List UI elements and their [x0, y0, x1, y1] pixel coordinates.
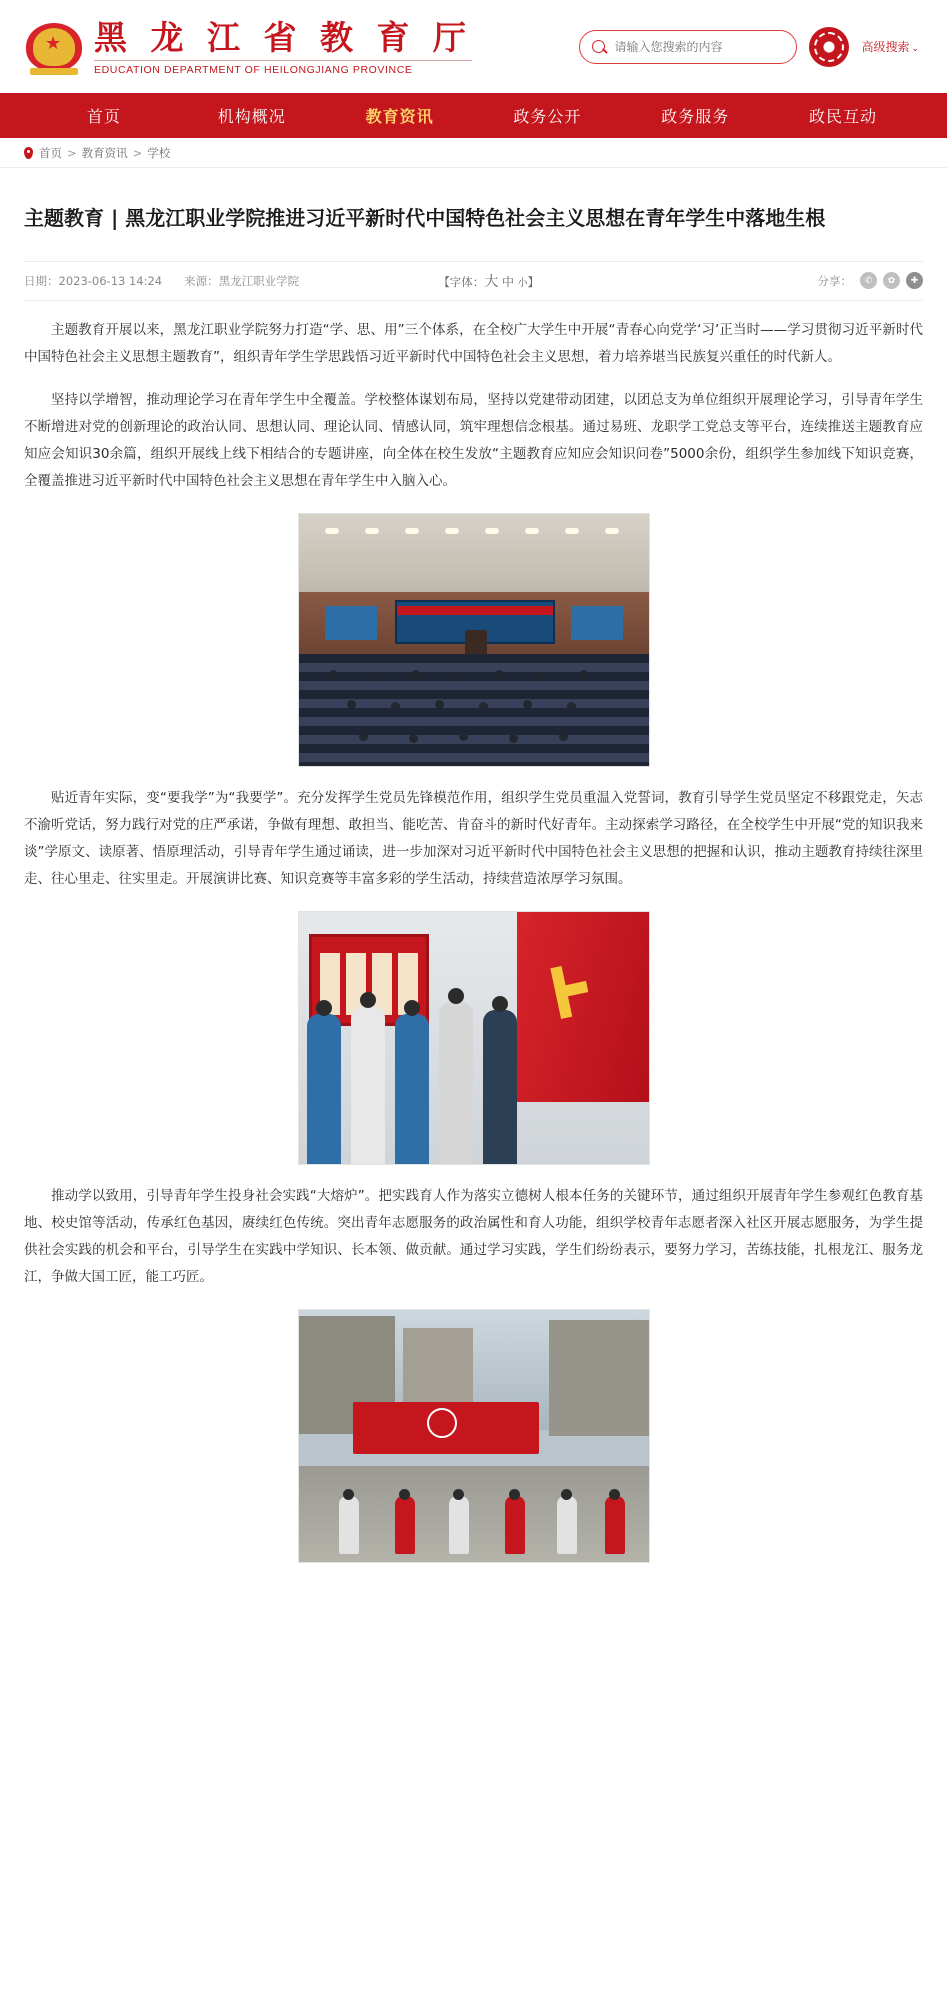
nav-item-news[interactable]: 教育资讯	[365, 107, 434, 126]
nav-item-interaction[interactable]: 政民互动	[809, 107, 878, 126]
breadcrumb-separator: >	[67, 145, 77, 160]
share-label: 分享：	[817, 273, 852, 288]
national-emblem-icon: ★	[24, 17, 84, 77]
share-more-icon[interactable]: ✚	[906, 272, 923, 289]
font-size-large-button[interactable]: 大	[484, 273, 499, 290]
location-pin-icon	[24, 147, 33, 159]
article-paragraph-2: 坚持以学增智，推动理论学习在青年学生中全覆盖。学校整体谋划布局，坚持以党建带动团建，以团总支为单位组织开展理论学习，引导青年学生不断增进对党的创新理论的政治认同、思想认同、理论认同、情感认同，筑牢理想信念根基。通过易班、龙职学工党总支等平台，连续推送主题教育应知应会知识30余篇，组织开展线上线下相结合的专题讲座，向全体在校生发放“主题教育应知应会知识问卷”5000余份，组织学生参加线下知识竞赛，全覆盖推进习近平新时代中国特色社会主义思想在青年学生中入脑入心。	[24, 391, 923, 489]
breadcrumb-item-home[interactable]: 首页	[39, 145, 62, 160]
figure-party-oath	[298, 911, 650, 1165]
nav-item-services[interactable]: 政务服务	[661, 107, 730, 126]
article	[0, 181, 947, 1620]
article-paragraph-1: 主题教育开展以来，黑龙江职业学院努力打造“学、思、用”三个体系，在全校广大学生中开展“青春心向党学‘习’正当时——学习贯彻习近平新时代中国特色社会主义思想主题教育”，组织青年学生学思践悟习近平新时代中国特色社会主义思想，着力培养堪当民族复兴重任的时代新人。	[24, 321, 923, 365]
photo-volunteer-service	[298, 1309, 650, 1563]
advanced-search-label: 高级搜索	[861, 40, 910, 54]
site-title-cn: 黑 龙 江 省 教 育 厅	[94, 17, 472, 57]
site-title-en: EDUCATION DEPARTMENT OF HEILONGJIANG PROVINCE	[94, 60, 472, 76]
search-icon	[592, 40, 605, 53]
figure-volunteer-service	[298, 1309, 650, 1563]
figure-lecture-hall	[298, 513, 650, 767]
photo-lecture-hall	[298, 513, 650, 767]
breadcrumb-item-school[interactable]: 学校	[147, 145, 171, 160]
font-size-medium-button[interactable]: 中	[501, 274, 514, 289]
font-size-prefix: 【字体：	[438, 274, 485, 289]
chevron-down-icon: ⌄	[911, 43, 919, 53]
nav-item-affairs-open[interactable]: 政务公开	[513, 107, 582, 126]
nav-item-overview[interactable]: 机构概况	[217, 107, 286, 126]
share-group	[817, 272, 923, 289]
advanced-search-link[interactable]	[861, 38, 919, 55]
article-meta	[24, 261, 923, 301]
main-nav	[0, 93, 947, 138]
search-box[interactable]	[579, 30, 797, 64]
article-source: 来源：黑龙江职业学院	[184, 273, 300, 288]
page-title: 主题教育 | 黑龙江职业学院推进习近平新时代中国特色社会主义思想在青年学生中落地生根	[24, 206, 826, 231]
share-wechat-icon[interactable]: ✆	[860, 272, 877, 289]
search-input[interactable]	[612, 39, 784, 55]
breadcrumb	[0, 138, 947, 168]
gov-seal-icon[interactable]	[809, 27, 849, 67]
font-size-control	[438, 271, 539, 291]
breadcrumb-separator-2: >	[132, 145, 143, 160]
header-right	[579, 27, 919, 67]
site-header	[0, 0, 947, 93]
share-weibo-icon[interactable]: ✿	[883, 272, 900, 289]
nav-item-home[interactable]: 首页	[86, 107, 121, 126]
article-paragraph-4: 推动学以致用，引导青年学生投身社会实践“大熔炉”。把实践育人作为落实立德树人根本任务的关键环节，通过组织开展青年学生参观红色教育基地、校史馆等活动，传承红色基因，赓续红色传统。突出青年志愿服务的政治属性和育人功能，组织学校青年志愿者深入社区开展志愿服务，为学生提供社会实践的机会和平台，引导学生在实践中学知识、长本领、做贡献。通过学习实践，学生们纷纷表示，要努力学习，苦练技能，扎根龙江、服务龙江，争做大国工匠，能工巧匠。	[24, 1187, 923, 1285]
publish-date: 日期：2023-06-13 14:24	[24, 273, 163, 288]
font-size-suffix: 】	[527, 274, 540, 289]
photo-party-oath	[298, 911, 650, 1165]
font-size-small-button[interactable]: 小	[517, 277, 528, 289]
breadcrumb-item-news[interactable]: 教育资讯	[81, 145, 128, 160]
article-paragraph-3: 贴近青年实际，变“要我学”为“我要学”。充分发挥学生党员先锋模范作用，组织学生党员重温入党誓词，教育引导学生党员坚定不移跟党走，矢志不渝听党话，努力践行对党的庄严承诺，争做有理想、敢担当、能吃苦、肯奋斗的新时代好青年。主动探索学习路径，在全校学生中开展“党的知识我来谈”学原文、读原著、悟原理活动，引导青年学生通过诵读，进一步加深对习近平新时代中国特色社会主义思想的把握和认识，推动主题教育持续往深里走、往心里走、往实里走。开展演讲比赛、知识竞赛等丰富多彩的学生活动，持续营造浓厚学习氛围。	[24, 789, 923, 887]
site-title-block	[94, 18, 472, 76]
